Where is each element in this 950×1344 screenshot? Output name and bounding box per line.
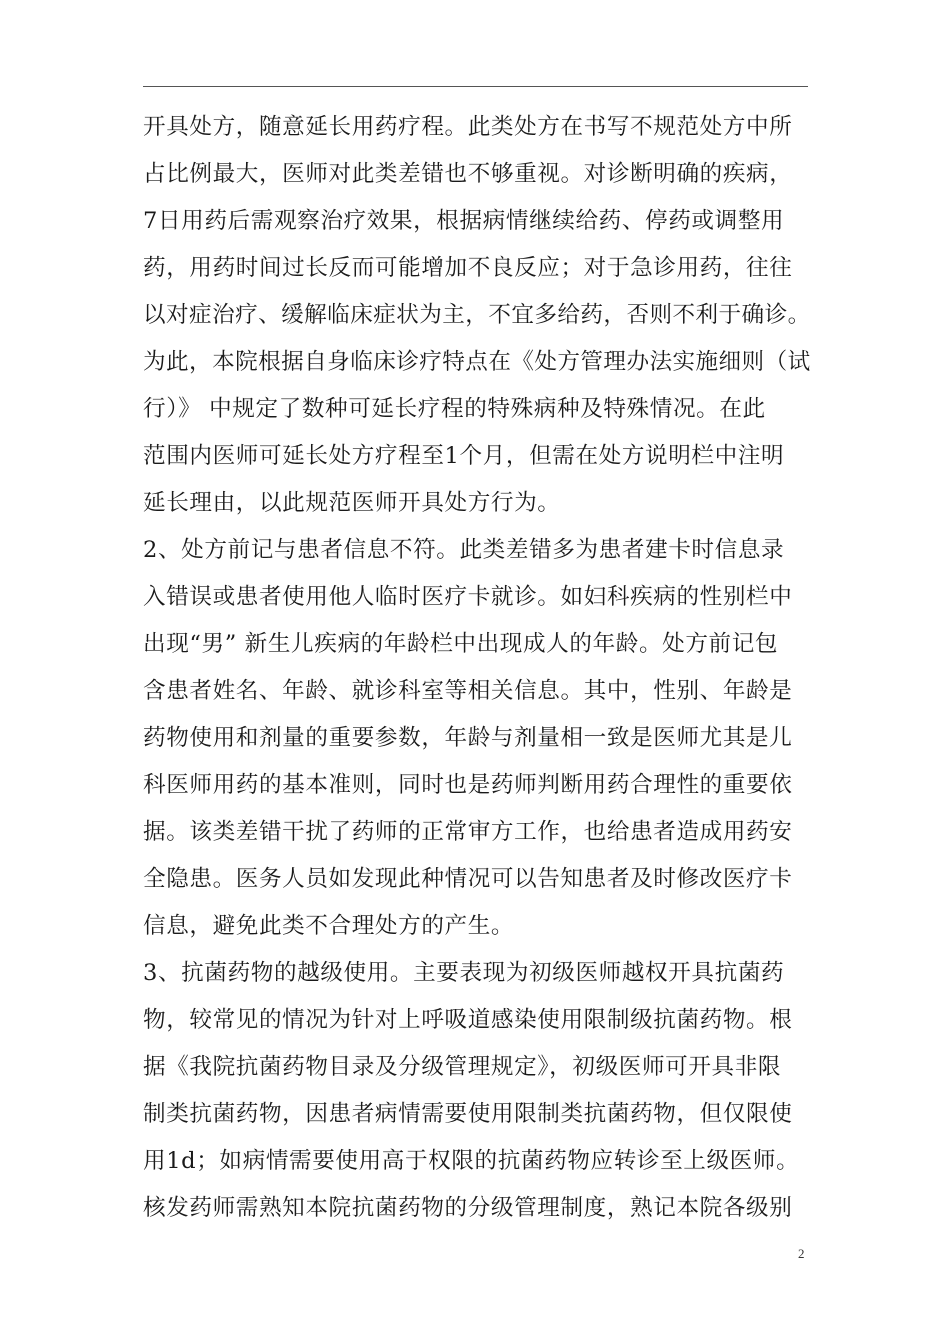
text-line: 3、抗菌药物的越级使用。主要表现为初级医师越权开具抗菌药 bbox=[143, 960, 785, 986]
text-line: 核发药师需熟知本院抗菌药物的分级管理制度，熟记本院各级别 bbox=[143, 1195, 793, 1221]
text-line: 2、处方前记与患者信息不符。此类差错多为患者建卡时信息录 bbox=[143, 537, 785, 563]
text-line: 行）》 中规定了数种可延长疗程的特殊病种及特殊情况。在此 bbox=[143, 396, 766, 422]
text-line: 开具处方，随意延长用药疗程。此类处方在书写不规范处方中所 bbox=[143, 114, 793, 140]
text-line: 科医师用药的基本准则，同时也是药师判断用药合理性的重要依 bbox=[143, 772, 793, 798]
text-line: 据。该类差错干扰了药师的正常审方工作，也给患者造成用药安 bbox=[143, 819, 793, 845]
text-line: 为此，本院根据自身临床诊疗特点在《处方管理办法实施细则（试 bbox=[143, 349, 811, 375]
text-line: 据《我院抗菌药物目录及分级管理规定》，初级医师可开具非限 bbox=[143, 1054, 782, 1080]
text-line: 入错误或患者使用他人临时医疗卡就诊。如妇科疾病的性别栏中 bbox=[143, 584, 793, 610]
text-line: 用1d；如病情需要使用高于权限的抗菌药物应转诊至上级医师。 bbox=[143, 1148, 800, 1174]
text-line: 制类抗菌药物，因患者病情需要使用限制类抗菌药物，但仅限使 bbox=[143, 1101, 793, 1127]
text-line: 延长理由，以此规范医师开具处方行为。 bbox=[143, 490, 561, 516]
text-line: 药物使用和剂量的重要参数，年龄与剂量相一致是医师尤其是儿 bbox=[143, 725, 793, 751]
text-line: 物，较常见的情况为针对上呼吸道感染使用限制级抗菌药物。根 bbox=[143, 1007, 793, 1033]
header-rule bbox=[143, 86, 808, 87]
text-line: 7日用药后需观察治疗效果，根据病情继续给药、停药或调整用 bbox=[143, 208, 785, 234]
text-line: 占比例最大，医师对此类差错也不够重视。对诊断明确的疾病， bbox=[143, 161, 793, 187]
body-text bbox=[143, 104, 811, 1232]
text-line: 信息，避免此类不合理处方的产生。 bbox=[143, 913, 515, 939]
text-line: 药，用药时间过长反而可能增加不良反应；对于急诊用药，往往 bbox=[143, 255, 793, 281]
text-line: 以对症治疗、缓解临床症状为主，不宜多给药，否则不利于确诊。 bbox=[143, 302, 811, 328]
text-line: 范围内医师可延长处方疗程至1个月，但需在处方说明栏中注明 bbox=[143, 443, 785, 469]
text-line: 出现“男” 新生儿疾病的年龄栏中出现成人的年龄。处方前记包 bbox=[143, 631, 779, 657]
text-line: 含患者姓名、年龄、就诊科室等相关信息。其中，性别、年龄是 bbox=[143, 678, 793, 704]
page-number: 2 bbox=[798, 1246, 805, 1261]
text-line: 全隐患。医务人员如发现此种情况可以告知患者及时修改医疗卡 bbox=[143, 866, 793, 892]
